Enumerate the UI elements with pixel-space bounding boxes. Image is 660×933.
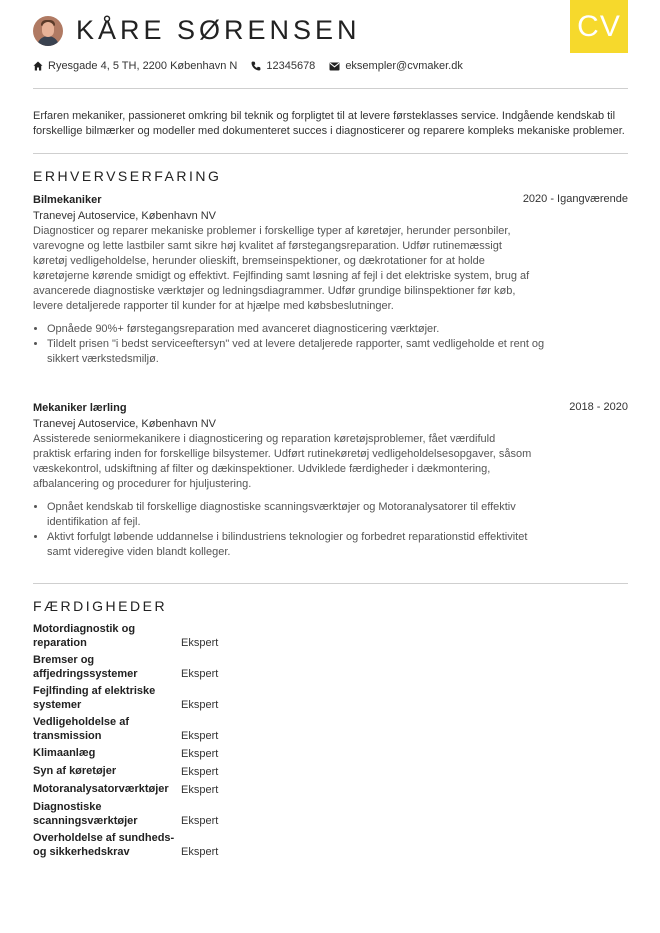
skill-level: Ekspert: [181, 699, 219, 711]
email-text: eksempler@cvmaker.dk: [345, 60, 463, 72]
divider: [33, 583, 628, 584]
phone-icon: [251, 61, 261, 71]
skill-level: Ekspert: [181, 748, 219, 760]
summary: Erfaren mekaniker, passioneret omkring bil teknik og forpligtet til at levere førsteklasses service. Indgående kendskab til forskellige bilmærker og modeller med dokumenteret succes i diagnosticerer og reparere kompleks mekaniske problemer.: [33, 110, 625, 137]
skill-row: [33, 622, 333, 650]
job-achievements: [33, 500, 547, 560]
job-date: 2020 - Igangværende: [522, 193, 628, 205]
skill-name: Overholdelse af sundheds- og sikkerhedskrav: [33, 832, 175, 858]
skill-row: [33, 831, 333, 859]
list-item: • Aktivt forfulgt løbende uddannelse i bilindustriens teknologier og forbedret reparationstid effektivitet samt videregive viden blandt kolleger.: [47, 530, 547, 560]
job-description: Diagnosticer og reparer mekaniske problemer i forskellige typer af køretøjer, herunder personbiler, varevogne og lette lastbiler samt sikre høj kvalitet af førstegangsreparation. Udfør rutinemæssigt køretøj vedligeholdelse, herunder olieskift, bremseinspektioner, og dækrotationer for at holde køretøjerne kørende smidigt og effektivt. Fejlfinding samt løsning af fejl i det elektriske system, brug af avancerede diagnostiske værktøjer og ledningsdiagrammer. Udfør grundige bilinspektioner før køb, levere detaljerede rapporter til kunder for at hjælpe med købsbeslutninger.: [33, 225, 530, 312]
skill-row: [33, 746, 333, 761]
list-item: • Tildelt prisen "i bedst serviceeftersyn" ved at levere detaljerede rapporter, samt vedligeholde et rent og sikkert værkstedsmiljø.: [47, 337, 547, 367]
skill-name: Motordiagnostik og reparation: [33, 623, 136, 649]
home-icon: [33, 61, 43, 71]
skill-level: Ekspert: [181, 730, 219, 742]
contact-address: [33, 60, 237, 72]
skill-level: Ekspert: [181, 846, 219, 858]
avatar: [33, 16, 63, 46]
contact-phone: [251, 60, 315, 72]
job-date: 2018 - 2020: [569, 401, 628, 413]
job-title: Mekaniker lærling: [33, 402, 127, 414]
skill-row: [33, 800, 333, 828]
list-item: • Opnåede 90%+ førstegangsreparation med avanceret diagnosticering værktøjer.: [47, 322, 547, 337]
job-title: Bilmekaniker: [33, 194, 102, 206]
skill-name: Bremser og affjedringssystemer: [33, 654, 138, 680]
skill-level: Ekspert: [181, 784, 219, 796]
skill-row: [33, 782, 333, 797]
skill-name: Klimaanlæg: [33, 747, 96, 759]
divider: [33, 88, 628, 89]
experience-section-title: ERHVERVSERFARING: [33, 168, 222, 184]
skill-name: Motoranalysatorværktøjer: [33, 783, 169, 795]
skill-row: [33, 684, 333, 712]
skill-name: Fejlfinding af elektriske systemer: [33, 685, 156, 711]
skill-row: [33, 764, 333, 779]
skill-level: Ekspert: [181, 637, 219, 649]
list-item: • Opnået kendskab til forskellige diagnostiske scanningsværktøjer og Motoranalysatorer til effektiv identifikation af fejl.: [47, 500, 547, 530]
candidate-name: KÅRE SØRENSEN: [76, 15, 361, 45]
phone-text: 12345678: [266, 60, 316, 72]
skills-section-title: FÆRDIGHEDER: [33, 598, 168, 614]
job-company: Tranevej Autoservice, København NV: [33, 210, 217, 222]
skill-level: Ekspert: [181, 815, 219, 827]
job-description: Assisterede seniormekanikere i diagnosticering og reparation køretøjsproblemer, fået værdifuld praktisk erfaring inden for forskellige bilsystemer. Udført rutinekøretøj vedligeholdelsesopgaver, såsom væskekontrol, udskiftning af filter og dækinspektioner. Udviklede færdigheder i dækmontering, afbalancering og procedurer for hjuljustering.: [33, 433, 532, 490]
job-company: Tranevej Autoservice, København NV: [33, 418, 217, 430]
skill-level: Ekspert: [181, 668, 219, 680]
skill-name: Diagnostiske scanningsværktøjer: [33, 801, 138, 827]
skill-row: [33, 653, 333, 681]
cv-badge: CV: [570, 0, 628, 53]
skill-name: Vedligeholdelse af transmission: [33, 716, 129, 742]
envelope-icon: [329, 62, 340, 71]
skill-row: [33, 715, 333, 743]
job-entry: [33, 401, 628, 560]
contact-line: [33, 60, 477, 72]
job-achievements: [33, 322, 547, 367]
job-entry: [33, 193, 628, 367]
address-text: Ryesgade 4, 5 TH, 2200 København N: [48, 60, 238, 72]
skills-list: [33, 622, 333, 862]
divider: [33, 153, 628, 154]
skill-name: Syn af køretøjer: [33, 765, 117, 777]
contact-email: [329, 60, 463, 72]
skill-level: Ekspert: [181, 766, 219, 778]
